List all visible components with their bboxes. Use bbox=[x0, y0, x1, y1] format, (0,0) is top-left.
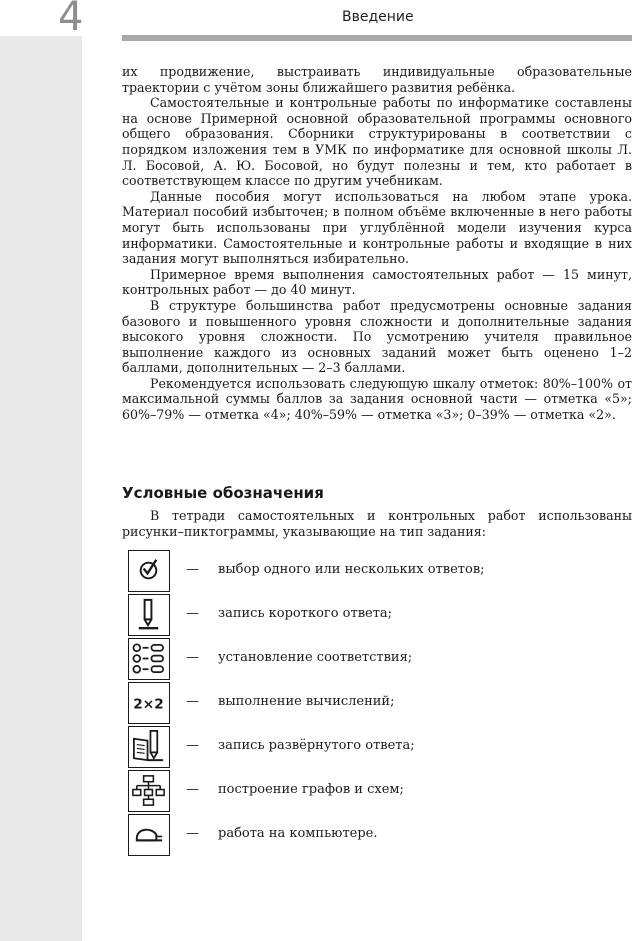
dash: — bbox=[186, 606, 199, 621]
dash: — bbox=[186, 782, 199, 797]
calculation-icon-text: 2×2 bbox=[133, 696, 164, 713]
legend-item bbox=[128, 726, 608, 770]
paragraph: В структуре большинства работ предусмотрены основные задания базового и повышенного уровня сложности и дополнительные задания высокого уровня сложности. По усмотрению учителя правильное выполнение каждого из основных заданий может быть оценено 1–2 баллами, дополнительных — 2–3 баллами. bbox=[122, 297, 632, 376]
body-text bbox=[122, 64, 632, 423]
page-number: 4 bbox=[58, 0, 84, 40]
legend-item bbox=[128, 682, 608, 726]
legend-intro-block bbox=[122, 508, 632, 539]
paragraph: Примерное время выполнения самостоятельных работ — 15 минут, контрольных работ — до 40 минут. bbox=[122, 266, 632, 298]
dash: — bbox=[186, 562, 199, 577]
computer-mouse-icon bbox=[128, 814, 170, 856]
dash: — bbox=[186, 694, 199, 709]
legend-label: установление соответствия; bbox=[218, 650, 413, 665]
legend-item bbox=[128, 770, 608, 814]
header-rule bbox=[122, 35, 632, 41]
legend-intro: В тетради самостоятельных и контрольных работ использованы рисунки–пиктограммы, указывающие на тип задания: bbox=[122, 508, 632, 539]
dash: — bbox=[186, 738, 199, 753]
paragraph: Самостоятельные и контрольные работы по информатике составлены на основе Примерной основной образовательной программы основного общего образования. Сборники структурированы в соответствии с порядком изложения тем в УМК по информатике для основной школы Л. Л. Босовой, А. Ю. Босовой, но будут полезны и тем, кто работает в соответствующем классе по другим учебникам. bbox=[122, 95, 632, 189]
legend-label: запись короткого ответа; bbox=[218, 606, 393, 621]
legend-label: построение графов и схем; bbox=[218, 782, 404, 797]
paragraph: Рекомендуется использовать следующую шкалу отметок: 80%–100% от максимальной суммы баллов за задания основной части — отметка «5»; 60%–79% — отметка «4»; 40%–59% — отметка «3»; 0–39% — отметка «2». bbox=[122, 375, 632, 423]
paragraph: их продвижение, выстраивать индивидуальные образовательные траектории с учётом зоны ближайшего развития ребёнка. bbox=[122, 64, 632, 95]
legend-label: запись развёрнутого ответа; bbox=[218, 738, 415, 753]
running-title: Введение bbox=[342, 9, 414, 25]
legend-item bbox=[128, 594, 608, 638]
dash: — bbox=[186, 650, 199, 665]
left-margin-band bbox=[0, 36, 82, 941]
legend-label: работа на компьютере. bbox=[218, 826, 378, 841]
book-pencil-icon bbox=[128, 726, 170, 768]
graph-scheme-icon bbox=[128, 770, 170, 812]
legend-item bbox=[128, 638, 608, 682]
legend-item bbox=[128, 814, 608, 858]
section-title: Условные обозначения bbox=[122, 484, 324, 502]
legend-label: выполнение вычислений; bbox=[218, 694, 395, 709]
dash: — bbox=[186, 826, 199, 841]
legend-label: выбор одного или нескольких ответов; bbox=[218, 562, 485, 577]
calculation-icon bbox=[128, 682, 170, 724]
matching-icon bbox=[128, 638, 170, 680]
paragraph: Данные пособия могут использоваться на любом этапе урока. Материал пособий избыточен; в полном объёме включенные в него работы могут быть использованы при углублённой модели изучения курса информатики. Самостоятельные и контрольные работы и входящие в них задания могут выполняться избирательно. bbox=[122, 188, 632, 267]
pencil-short-answer-icon bbox=[128, 594, 170, 636]
legend-item bbox=[128, 550, 608, 594]
multiple-choice-icon bbox=[128, 550, 170, 592]
